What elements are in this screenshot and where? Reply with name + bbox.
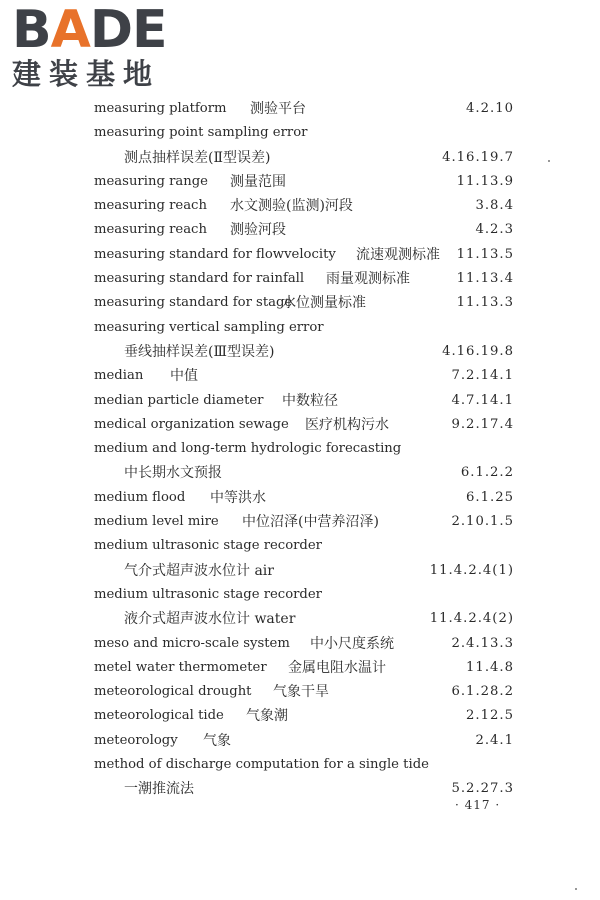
entry-section-code: 4.16.19.7 [442, 149, 514, 165]
entry-english-term: measuring range [94, 173, 208, 189]
entry-english-term: measuring standard for flowvelocity [94, 246, 336, 262]
bade-logo [12, 0, 182, 91]
entry-english-term: measuring point sampling error [94, 125, 308, 141]
entry-chinese-term: 测验平台 [250, 101, 306, 117]
glossary-entry [0, 243, 600, 267]
entry-chinese-term: 测验河段 [230, 222, 286, 239]
entry-chinese-term: 一潮推流法 [124, 781, 194, 798]
entry-section-code: 6.1.2.2 [460, 465, 514, 481]
glossary-entry [0, 218, 600, 242]
entry-section-code: 4.2.10 [466, 101, 514, 116]
entry-chinese-term: 中长期水文预报 [124, 465, 222, 482]
logo-subtitle: 建装基地 [12, 57, 161, 91]
entry-chinese-term: 中值 [170, 368, 198, 385]
entry-english-term: medium and long-term hydrologic forecasting [94, 441, 402, 457]
entry-english-term: measuring standard for rainfall [94, 271, 305, 287]
entry-chinese-term: 水文测验(监测)河段 [230, 198, 353, 215]
entry-section-code: 9.2.17.4 [451, 416, 514, 432]
entry-chinese-term: 气象潮 [246, 708, 288, 725]
entry-english-term: measuring standard for stage [94, 295, 293, 311]
entry-english-term: method of discharge computation for a single tide [94, 757, 429, 773]
scan-speck [575, 888, 577, 890]
entry-section-code: 7.2.14.1 [451, 368, 514, 384]
logo-wordmark: B A DE [12, 0, 167, 60]
entry-section-code: 6.1.25 [466, 489, 514, 505]
glossary-entry [0, 680, 600, 704]
glossary-entry [0, 632, 600, 656]
entry-section-code: 2.4.13.3 [451, 635, 514, 651]
entry-english-term: measuring reach [94, 222, 207, 238]
glossary-entry [0, 486, 600, 510]
glossary-entry [0, 170, 600, 194]
glossary-entry [0, 364, 600, 388]
entry-section-code: 3.8.4 [475, 198, 514, 214]
entry-section-code: 11.4.8 [466, 659, 514, 675]
glossary-entries [0, 97, 600, 802]
entry-section-code: 4.7.14.1 [451, 392, 514, 408]
entry-section-code: 11.13.3 [456, 295, 514, 311]
entry-section-code: 11.13.9 [456, 173, 514, 189]
entry-chinese-term: 气介式超声波水位计 air [124, 562, 274, 579]
entry-chinese-term: 流速观测标准 [356, 246, 440, 263]
entry-english-term: medium level mire [94, 514, 219, 530]
glossary-entry [0, 413, 600, 437]
entry-section-code: 11.4.2.4(2) [429, 611, 514, 627]
entry-chinese-term: 中数粒径 [282, 392, 338, 409]
entry-chinese-term: 雨量观测标准 [326, 271, 410, 288]
scan-speck [548, 160, 550, 162]
glossary-entry [0, 510, 600, 534]
entry-chinese-term: 测量范围 [230, 173, 286, 190]
entry-section-code: 2.10.1.5 [451, 514, 514, 530]
entry-chinese-term: 中等洪水 [210, 489, 266, 506]
entry-english-term: meso and micro-scale system [94, 635, 290, 651]
entry-section-code: 2.12.5 [466, 708, 514, 724]
entry-english-term: measuring vertical sampling error [94, 319, 324, 335]
entry-section-code: 11.13.4 [456, 271, 514, 287]
entry-chinese-term: 气象 [203, 732, 231, 749]
entry-english-term: meteorological tide [94, 708, 224, 724]
glossary-entry [0, 729, 600, 753]
entry-chinese-term: 液介式超声波水位计 water [124, 611, 296, 628]
entry-chinese-term: 气象干旱 [273, 684, 329, 701]
glossary-entry [0, 389, 600, 413]
entry-english-term: meteorological drought [94, 684, 252, 700]
glossary-entry [0, 194, 600, 218]
glossary-entry [0, 291, 600, 315]
entry-english-term: measuring reach [94, 198, 207, 214]
glossary-entry [0, 121, 600, 145]
glossary-entry [0, 267, 600, 291]
entry-english-term: medium ultrasonic stage recorder [94, 586, 322, 602]
entry-chinese-term: 测点抽样误差(Ⅱ型误差) [124, 149, 271, 166]
glossary-entry [0, 583, 600, 607]
entry-english-term: medium flood [94, 489, 186, 505]
glossary-entry [0, 607, 600, 631]
entry-english-term: medical organization sewage [94, 416, 289, 432]
entry-section-code: 11.13.5 [456, 246, 514, 262]
entry-chinese-term: 金属电阻水温计 [288, 659, 386, 676]
glossary-entry [0, 534, 600, 558]
glossary-entry [0, 316, 600, 340]
glossary-entry [0, 777, 600, 801]
glossary-entry [0, 559, 600, 583]
entry-section-code: 4.2.3 [475, 222, 514, 238]
entry-section-code: 2.4.1 [475, 732, 514, 748]
glossary-entry [0, 97, 600, 121]
glossary-entry [0, 704, 600, 728]
glossary-entry [0, 437, 600, 461]
entry-english-term: medium ultrasonic stage recorder [94, 538, 322, 554]
entry-chinese-term: 垂线抽样误差(Ⅲ型误差) [124, 343, 275, 360]
page-number: · 417 · [455, 798, 501, 812]
entry-section-code: 4.16.19.8 [442, 343, 514, 359]
entry-chinese-term: 医疗机构污水 [305, 416, 389, 433]
entry-section-code: 11.4.2.4(1) [429, 562, 514, 578]
glossary-entry [0, 461, 600, 485]
entry-english-term: median [94, 368, 144, 384]
entry-chinese-term: 中位沼泽(中营养沼泽) [242, 514, 379, 531]
glossary-entry [0, 753, 600, 777]
entry-english-term: metel water thermometer [94, 659, 267, 675]
entry-chinese-term: 水位测量标准 [282, 295, 366, 312]
glossary-entry [0, 146, 600, 170]
entry-section-code: 5.2.27.3 [451, 781, 514, 797]
entry-english-term: meteorology [94, 732, 178, 748]
glossary-entry [0, 656, 600, 680]
entry-chinese-term: 中小尺度系统 [310, 635, 394, 652]
entry-section-code: 6.1.28.2 [451, 684, 514, 700]
entry-english-term: median particle diameter [94, 392, 264, 408]
entry-english-term: measuring platform [94, 101, 227, 116]
glossary-entry [0, 340, 600, 364]
